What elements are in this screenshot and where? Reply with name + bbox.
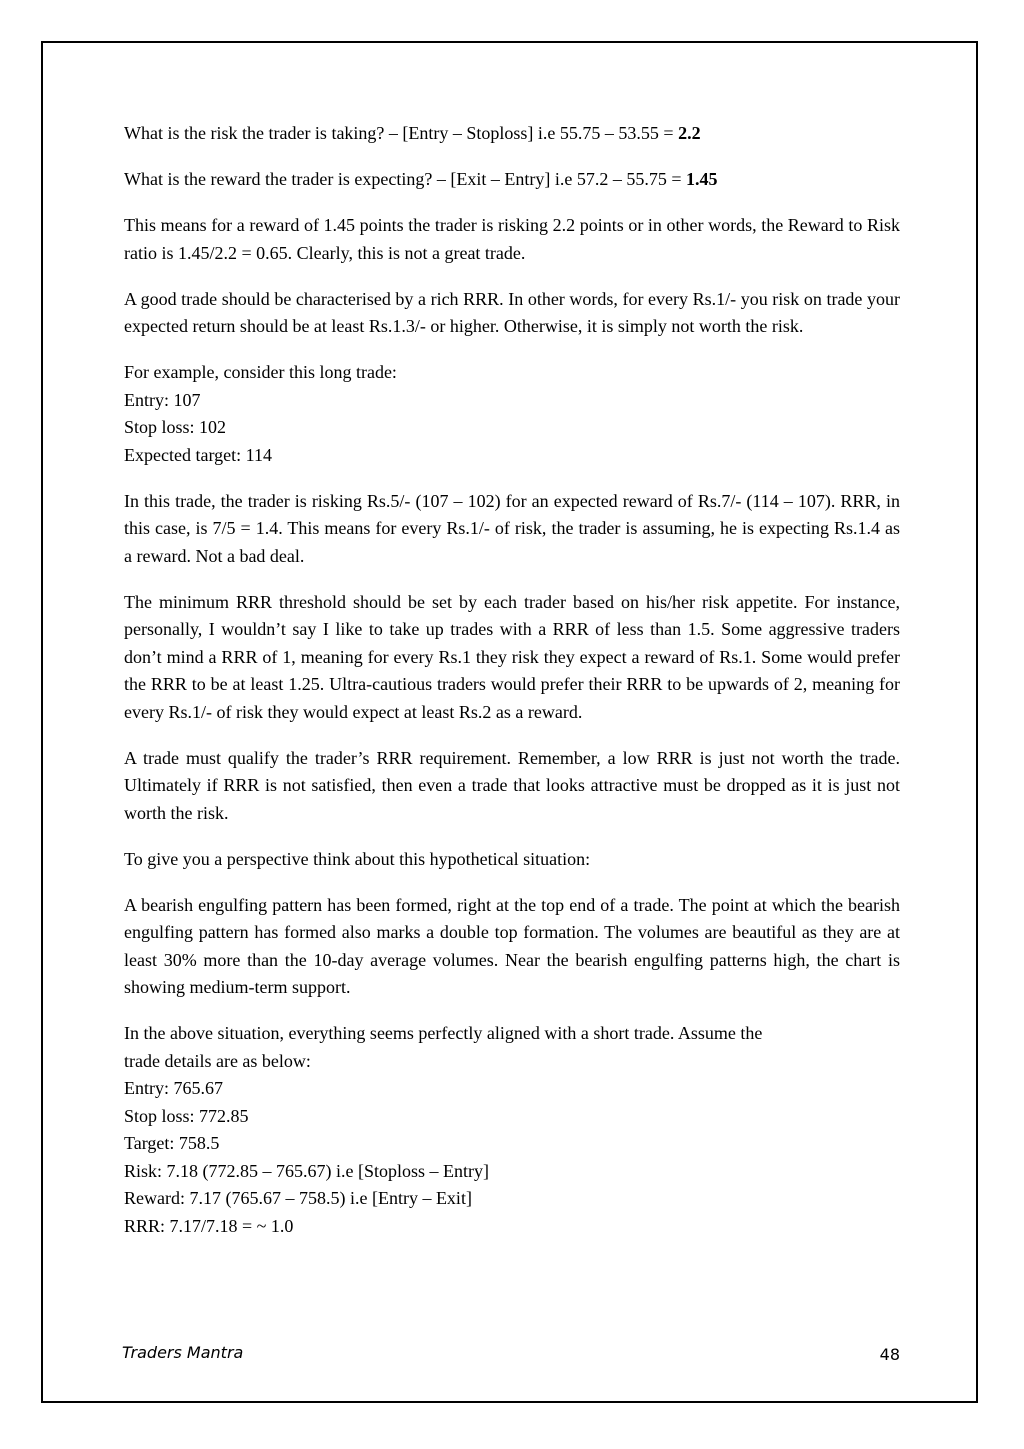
short-trade-reward: Reward: 7.17 (765.67 – 758.5) i.e [Entry – Exit] [124,1188,472,1208]
document-body [124,120,900,1259]
paragraph-rrr-requirement: A trade must qualify the trader’s RRR requirement. Remember, a low RRR is just not worth the trade. Ultimately if RRR is not satisfied, then even a trade that looks attractive must be dropped as it is just not worth the risk. [124,747,900,823]
reward-text: What is the reward the trader is expecting? – [Exit – Entry] i.e 57.2 – 55.75 = [124,169,686,189]
short-trade-stop-loss: Stop loss: 772.85 [124,1105,249,1126]
paragraph-trade-analysis: In this trade, the trader is risking Rs.5/- (107 – 102) for an expected reward of Rs.7/- (114 – 107). RRR, in this case, is 7/5 = 1.4. This means for every Rs.1/- of risk, the trader is assuming, he is expecting Rs.1.4 as a reward. Not a bad deal. [124,490,900,566]
paragraph-short-trade-details [124,1020,900,1240]
page-number: 48 [879,1345,900,1364]
example-target: Expected target: 114 [124,444,272,465]
footer-title: Traders Mantra [122,1343,244,1362]
paragraph-rrr-threshold: The minimum RRR threshold should be set by each trader based on his/her risk appetite. For instance, personally, I wouldn’t say I like to take up trades with a RRR of less than 1.5. Some aggressive traders don’t mind a RRR of 1, meaning for every Rs.1 they risk they expect a reward of Rs.1. Some would prefer the RRR to be at least 1.25. Ultra-cautious traders would prefer their RRR to be upwards of 2, meaning for every Rs.1/- of risk they would expect at least Rs.2 as a reward. [124,591,900,722]
short-trade-entry: Entry: 765.67 [124,1078,223,1098]
paragraph-risk [124,120,900,148]
example-entry: Entry: 107 [124,389,201,410]
risk-text: What is the risk the trader is taking? – [Entry – Stoploss] i.e 55.75 – 53.55 = [124,123,679,143]
paragraph-reward [124,166,900,194]
short-trade-intro-1: In the above situation, everything seems perfectly aligned with a short trade. Assume the [124,1023,763,1043]
risk-value: 2.2 [678,123,701,143]
example-intro: For example, consider this long trade: [124,362,397,382]
short-trade-intro-2: trade details are as below: [124,1050,311,1071]
example-stop-loss: Stop loss: 102 [124,417,227,437]
short-trade-target: Target: 758.5 [124,1133,220,1153]
paragraph-ratio-explanation: This means for a reward of 1.45 points the trader is risking 2.2 points or in other words, the Reward to Risk ratio is 1.45/2.2 = 0.65. Clearly, this is not a great trade. [124,215,900,263]
paragraph-good-trade: A good trade should be characterised by a rich RRR. In other words, for every Rs.1/- you risk on trade your expected return should be at least Rs.1.3/- or higher. Otherwise, it is simply not worth the risk. [124,288,900,336]
short-trade-risk: Risk: 7.18 (772.85 – 765.67) i.e [Stoploss – Entry] [124,1160,489,1181]
reward-value: 1.45 [685,169,718,189]
short-trade-rrr: RRR: 7.17/7.18 = ~ 1.0 [124,1215,294,1236]
paragraph-perspective: To give you a perspective think about this hypothetical situation: [124,848,591,869]
paragraph-long-trade-example [124,359,900,469]
paragraph-bearish-engulfing: A bearish engulfing pattern has been formed, right at the top end of a trade. The point at which the bearish engulfing pattern has formed also marks a double top formation. The volumes are beautiful as they are at least 30% more than the 10-day average volumes. Near the bearish engulfing patterns high, the chart is showing medium-term support. [124,894,900,997]
